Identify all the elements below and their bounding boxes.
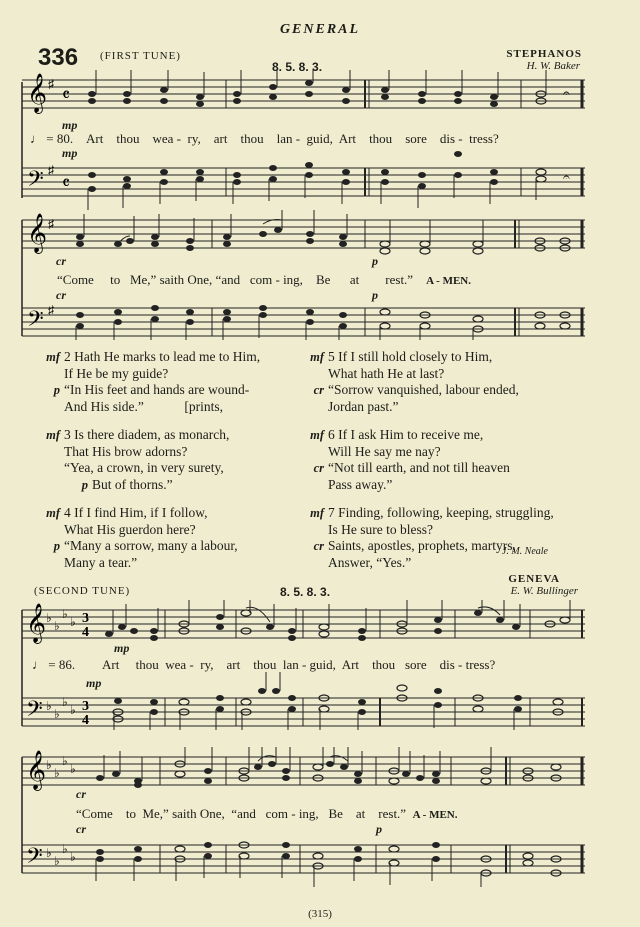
svg-text:♭: ♭	[46, 758, 52, 772]
syllable: guid,	[306, 131, 333, 146]
second-tune-dynamic-top: mp	[114, 641, 130, 655]
syllable: thou	[135, 657, 159, 672]
svg-text:𝄢: 𝄢	[26, 697, 43, 727]
verse-dynamic: mf	[310, 428, 324, 442]
svg-text:♭: ♭	[46, 846, 52, 860]
verse-text: Is He sure to bless?	[328, 521, 433, 537]
first-tune-dynamic-bass: mp	[62, 146, 78, 160]
syllable: One,	[187, 272, 213, 287]
verse-text: 6 If I ask Him to receive me,	[328, 427, 484, 442]
first-tune-p-1: p	[372, 254, 378, 268]
verse-dynamic: mf	[46, 428, 60, 442]
svg-text:𝄞: 𝄞	[26, 603, 47, 643]
syllable: Me,”	[129, 272, 157, 287]
verse-text: “In His feet and hands are wound-	[64, 382, 250, 397]
syllable: art	[213, 131, 228, 146]
svg-text:𝄞: 𝄞	[27, 213, 48, 253]
verse-dynamic: mf	[310, 350, 324, 364]
syllable: Me,”	[142, 806, 169, 821]
syllable: rest.”	[378, 806, 407, 821]
verse-line	[290, 366, 554, 383]
syllable: ing,	[298, 806, 319, 821]
second-tune-lyric-1	[102, 657, 495, 673]
svg-text:♭: ♭	[62, 695, 68, 709]
svg-text:𝄴: 𝄴	[62, 173, 71, 193]
verse-line	[26, 399, 260, 416]
verse-text: “Yea, a crown, in very surety,	[64, 460, 224, 475]
second-tune-bass-cr: cr	[76, 822, 86, 836]
svg-text:♭: ♭	[62, 607, 68, 621]
verse-line	[26, 460, 260, 477]
verse-dynamic: p	[53, 539, 60, 553]
syllable: com -	[249, 272, 280, 287]
verse-dynamic: mf	[310, 506, 324, 520]
svg-text:𝄢: 𝄢	[27, 167, 44, 197]
syllable: rest.”	[385, 272, 414, 287]
first-tune-dynamic-top: mp	[62, 118, 78, 132]
verses-right	[290, 349, 554, 571]
second-tune-lyric-2	[76, 806, 458, 822]
second-tune-label: (SECOND TUNE)	[34, 585, 131, 597]
verse-text: 5 If I still hold closely to Him,	[328, 349, 493, 364]
verse-line	[26, 366, 260, 383]
verse-line	[290, 399, 554, 416]
syllable: Art	[102, 657, 120, 672]
verse-line	[290, 522, 554, 539]
verse-dynamic: cr	[313, 539, 324, 553]
verse-line	[290, 477, 554, 494]
svg-text:♭: ♭	[54, 707, 60, 721]
verse-text: “Many a sorrow, many a labour,	[64, 538, 238, 553]
verse-line	[290, 427, 554, 444]
syllable: Be	[328, 806, 343, 821]
syllable: “and	[231, 806, 256, 821]
syllable: sore	[404, 657, 427, 672]
verse-text: If He be my guide?	[64, 365, 169, 381]
svg-text:♯: ♯	[48, 217, 54, 231]
syllable: “Come	[57, 272, 94, 287]
svg-text:♭: ♭	[70, 762, 76, 776]
verse-line	[26, 477, 260, 494]
verse-line	[26, 538, 260, 555]
verse-line	[290, 505, 554, 522]
page-header: GENERAL	[279, 22, 361, 37]
svg-text:♭: ♭	[54, 854, 60, 868]
svg-text:𝄐: 𝄐	[563, 170, 570, 184]
verse-line	[26, 349, 260, 366]
verse-text: 3 Is there diadem, as monarch,	[64, 427, 230, 442]
svg-text:♯: ♯	[48, 303, 54, 317]
first-tune-lyric-2	[57, 272, 471, 288]
svg-text:♭: ♭	[46, 699, 52, 713]
svg-text:𝄴: 𝄴	[62, 85, 71, 105]
syllable: com -	[265, 806, 296, 821]
verse-line	[290, 444, 554, 461]
svg-text:♭: ♭	[70, 850, 76, 864]
syllable: saith	[159, 272, 185, 287]
verse-line	[290, 460, 554, 477]
first-tune-tempo: ♩ = 80.	[30, 131, 74, 146]
verse-text: And His side.”	[64, 398, 144, 414]
verse-text: Saints, apostles, prophets, martyrs,	[328, 538, 516, 553]
verse-text: “Sorrow vanquished, labour ended,	[328, 382, 519, 397]
syllable: thou	[372, 657, 396, 672]
second-tune-bass-p: p	[376, 822, 382, 836]
verse-text: 7 Finding, following, keeping, struggling,	[328, 505, 554, 520]
svg-text:4: 4	[82, 713, 89, 728]
syllable: saith	[172, 806, 197, 821]
verse-dynamic: cr	[313, 383, 324, 397]
svg-text:𝄞: 𝄞	[27, 73, 48, 113]
first-tune-name: STEPHANOS	[506, 48, 582, 60]
signature: J. M. Neale	[501, 546, 548, 557]
svg-text:𝄢: 𝄢	[27, 307, 44, 337]
verses-left	[26, 349, 260, 571]
verse-text: What hath He at last?	[328, 365, 445, 381]
verse-dynamic: p	[53, 383, 60, 397]
syllable: “Come	[76, 806, 113, 821]
svg-text:3: 3	[82, 699, 89, 714]
verse-line	[26, 522, 260, 539]
syllable: Art	[338, 131, 357, 146]
verse-text: [prints,	[184, 398, 223, 414]
verse-dynamic: cr	[313, 461, 324, 475]
second-tune-name: GENEVA	[508, 573, 560, 585]
verse-text: Pass away.”	[328, 476, 393, 492]
page-number: (315)	[308, 908, 332, 920]
svg-text:♯: ♯	[48, 77, 54, 91]
syllable: to	[125, 806, 136, 821]
first-tune-cr-1: cr	[56, 254, 66, 268]
verse-dynamic: mf	[46, 506, 60, 520]
verse-text: Will He say me nay?	[328, 443, 441, 459]
verse-line	[290, 349, 554, 366]
svg-text:♭: ♭	[62, 754, 68, 768]
svg-text:♯: ♯	[48, 163, 54, 177]
verse-text: But of thorns.”	[92, 476, 173, 492]
syllable: tress?	[465, 657, 496, 672]
verse-line	[26, 444, 260, 461]
verse-dynamic: p	[81, 477, 88, 492]
syllable: A - MEN.	[412, 809, 458, 821]
syllable: to	[110, 272, 121, 287]
syllable: wea -	[152, 131, 181, 146]
syllable: wea -	[165, 657, 194, 672]
second-tune-composer: E. W. Bullinger	[510, 585, 578, 597]
verse-text: Answer, “Yes.”	[328, 554, 412, 570]
verse-text: That His brow adorns?	[64, 443, 188, 459]
first-tune-composer: H. W. Baker	[526, 60, 580, 72]
syllable: ry,	[200, 657, 214, 672]
second-tune-cr-1: cr	[76, 787, 86, 801]
svg-text:3: 3	[82, 611, 89, 626]
verse-text: Jordan past.”	[328, 398, 399, 414]
verse-line	[26, 427, 260, 444]
syllable: tress?	[469, 131, 499, 146]
syllable: thou	[369, 131, 393, 146]
verse-text: 4 If I find Him, if I follow,	[64, 505, 208, 520]
syllable: Be	[315, 272, 331, 287]
second-tune-dynamic-bass: mp	[86, 676, 102, 690]
hymn-number: 336	[38, 44, 79, 71]
verse-line	[26, 555, 260, 572]
syllable: “and	[215, 272, 241, 287]
first-tune-lyric-1	[86, 131, 499, 147]
verse-text: What His guerdon here?	[64, 521, 196, 537]
syllable: Art	[86, 131, 104, 146]
svg-text:♭: ♭	[54, 619, 60, 633]
syllable: dis -	[439, 657, 463, 672]
svg-text:♭: ♭	[46, 611, 52, 625]
first-tune-meter: 8. 5. 8. 3.	[272, 60, 323, 74]
verse-line	[26, 505, 260, 522]
syllable: thou	[240, 131, 264, 146]
syllable: lan -	[282, 657, 307, 672]
svg-text:𝄞: 𝄞	[26, 750, 47, 790]
first-tune-label: (FIRST TUNE)	[100, 50, 181, 62]
syllable: thou	[253, 657, 277, 672]
syllable: guid,	[309, 657, 336, 672]
svg-text:♭: ♭	[70, 615, 76, 629]
syllable: lan -	[276, 131, 301, 146]
first-tune-bass-cr: cr	[56, 288, 66, 302]
syllable: at	[349, 272, 360, 287]
syllable: art	[226, 657, 241, 672]
verse-line	[290, 382, 554, 399]
second-tune-meter: 8. 5. 8. 3.	[280, 585, 331, 599]
svg-text:𝄐: 𝄐	[563, 86, 570, 100]
syllable: ry,	[187, 131, 201, 146]
svg-text:♭: ♭	[62, 842, 68, 856]
verse-dynamic: mf	[46, 350, 60, 364]
syllable: dis -	[439, 131, 463, 146]
second-tune-tempo: ♩ = 86.	[32, 657, 76, 672]
verse-text: “Not till earth, and not till heaven	[328, 460, 510, 475]
first-tune-bass-p: p	[372, 288, 378, 302]
verse-line	[26, 382, 260, 399]
syllable: ing,	[283, 272, 303, 287]
svg-text:♭: ♭	[54, 766, 60, 780]
svg-text:4: 4	[82, 625, 89, 640]
syllable: at	[355, 806, 366, 821]
syllable: A - MEN.	[426, 275, 471, 287]
syllable: Art	[341, 657, 360, 672]
syllable: thou	[116, 131, 140, 146]
syllable: One,	[199, 806, 225, 821]
verse-text: 2 Hath He marks to lead me to Him,	[64, 349, 261, 364]
verse-text: Many a tear.”	[64, 554, 138, 570]
svg-text:𝄢: 𝄢	[26, 844, 43, 874]
syllable: sore	[405, 131, 427, 146]
svg-text:♭: ♭	[70, 703, 76, 717]
